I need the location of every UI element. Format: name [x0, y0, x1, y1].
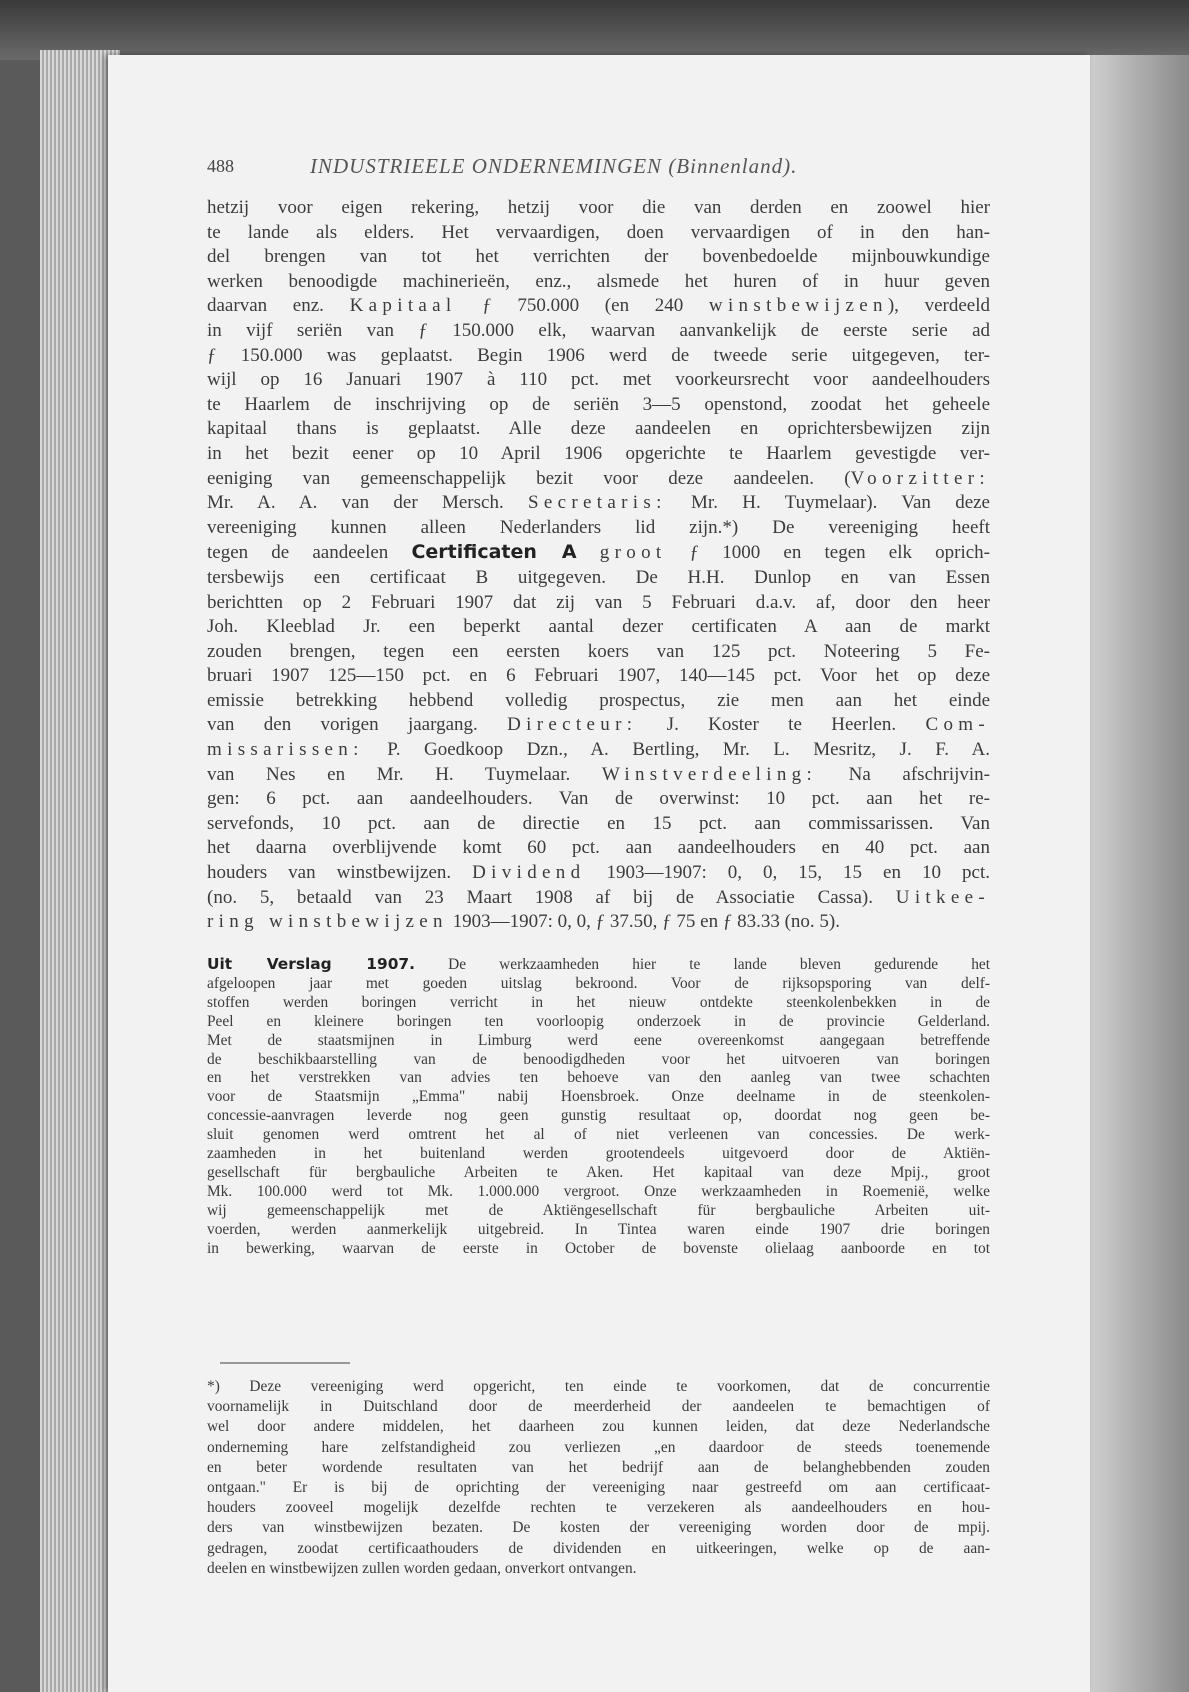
text-line — [207, 1013, 990, 1032]
text-segment — [577, 542, 600, 563]
spaced-term: winstbewijzen — [708, 295, 888, 317]
text-line — [207, 1559, 990, 1579]
text-segment: eeniging van gemeenschappelijk bezit voor deze aandeelen. ( — [207, 467, 851, 489]
text-segment: del brengen van tot het verrichten der bovenbedoelde mijnbouwkundige — [207, 246, 990, 268]
text-line — [207, 1088, 990, 1107]
text-line — [207, 294, 990, 319]
text-segment: concessie-aanvragen leverde nog geen gunstig resultaat op, doordat nog geen be- — [207, 1107, 990, 1125]
text-segment: Mr. H. Tuymelaar). Van deze — [666, 492, 990, 514]
bold-heading: Uit Verslag 1907. — [207, 955, 415, 973]
text-line — [207, 1164, 990, 1183]
text-segment: servefonds, 10 pct. aan de directie en 15 pct. aan commissarissen. Van — [207, 812, 990, 834]
text-segment: voornamelijk in Duitschland door de meerderheid der aandeelen te bemachtigen of — [207, 1398, 990, 1416]
text-line — [207, 344, 990, 369]
spaced-term: Dividend — [472, 862, 586, 884]
text-line — [207, 491, 990, 516]
text-line — [207, 442, 990, 467]
text-segment: emissie betrekking hebbend volledig prospectus, zie men aan het einde — [207, 689, 990, 711]
text-segment: sluit genomen werd omtrent het al of niet verleenen van concessies. De werk- — [207, 1126, 990, 1144]
text-segment: wij gemeenschappelijk met de Aktiëngesellschaft für bergbauliche Arbeiten uit- — [207, 1201, 990, 1219]
text-segment: ders van winstbewijzen bezaten. De kosten der vereeniging worden door de mpij. — [207, 1519, 990, 1537]
text-line — [207, 1518, 990, 1538]
text-segment: De werkzaamheden hier te lande bleven gedurende het — [414, 956, 991, 973]
text-line — [207, 319, 990, 344]
text-segment: in vijf seriën van ƒ 150.000 elk, waarvan aanvankelijk de eerste serie ad — [207, 319, 990, 341]
text-line — [207, 245, 990, 270]
bold-heading: Certificaten A — [411, 541, 577, 564]
text-segment: gen: 6 pct. aan aandeelhouders. Van de overwinst: 10 pct. aan het re- — [207, 788, 990, 810]
text-segment: voerden, werden aanmerkelijk uitgebreid. In Tintea waren einde 1907 drie boringen — [207, 1220, 990, 1238]
text-segment: P. Goedkoop Dzn., A. Bertling, Mr. L. Mesritz, J. F. A. — [363, 739, 990, 761]
text-line — [207, 221, 990, 246]
main-paragraph — [207, 196, 990, 935]
text-segment: (no. 5, betaald van 23 Maart 1908 af bij de Associatie Cassa). — [207, 886, 896, 908]
text-segment: bruari 1907 125—150 pct. en 6 Februari 1907, 140—145 pct. Voor het op deze — [207, 665, 990, 687]
text-segment: te lande als elders. Het vervaardigen, doen vervaardigen of in den han- — [207, 221, 990, 243]
text-segment: Mk. 100.000 werd tot Mk. 1.000.000 vergroot. Onze werkzaamheden in Roemenië, welke — [207, 1182, 990, 1200]
text-line — [207, 566, 990, 591]
text-line — [207, 368, 990, 393]
text-line — [207, 270, 990, 295]
text-line — [207, 417, 990, 442]
text-segment: deelen en winstbewijzen zullen worden gedaan, onverkort ontvangen. — [207, 1559, 637, 1577]
running-title: INDUSTRIEELE ONDERNEMINGEN (Binnenland). — [310, 154, 798, 178]
text-segment: stoffen werden boringen verricht in het nieuw ontdekte steenkolenbekken in de — [207, 993, 990, 1011]
text-line — [207, 1377, 990, 1397]
text-line — [207, 836, 990, 861]
text-segment: Joh. Kleeblad Jr. een beperkt aantal dezer certificaten A aan de markt — [207, 616, 990, 638]
text-segment: voor de Staatsmijn „Emma" nabij Hoensbroek. Onze deelname in de steenkolen- — [207, 1088, 990, 1106]
text-line — [207, 516, 990, 541]
text-segment: en het verstrekken van advies ten behoeve van den aanleg van twee schachten — [207, 1069, 990, 1087]
text-line — [207, 467, 990, 492]
spaced-term: Directeur: — [507, 714, 638, 736]
text-segment: onderneming hare zelfstandigheid zou verliezen „en daardoor de steeds toenemende — [207, 1438, 990, 1456]
text-line — [207, 615, 990, 640]
text-segment: Peel en kleinere boringen ten voorloopig onderzoek in de provincie Gelderland. — [207, 1012, 990, 1030]
text-line — [207, 1107, 990, 1126]
text-segment: vereeniging kunnen alleen Nederlanders lid zijn.*) De vereeniging heeft — [207, 516, 990, 538]
spaced-term: Secretaris: — [528, 492, 667, 514]
text-segment: tegen de aandeelen — [207, 542, 412, 564]
text-segment: ƒ 150.000 was geplaatst. Begin 1906 werd de tweede serie uitgegeven, ter- — [207, 344, 990, 366]
text-line — [207, 955, 990, 975]
text-segment: Mr. A. A. van der Mersch. — [207, 492, 529, 514]
text-segment: Met de staatsmijnen in Limburg werd eene overeenkomst aangegaan betreffende — [207, 1031, 990, 1049]
text-line — [207, 861, 990, 886]
text-line — [207, 1438, 990, 1458]
text-segment: 1903—1907: 0, 0, ƒ 37.50, ƒ 75 en ƒ 83.33 (no. 5). — [447, 911, 840, 933]
text-line — [207, 1069, 990, 1088]
text-line — [207, 1478, 990, 1498]
text-segment: werken benoodigde machinerieën, enz., alsmede het huren of in huur geven — [207, 270, 990, 292]
spaced-term: groot — [599, 542, 667, 564]
text-line — [207, 910, 990, 935]
text-line — [207, 1539, 990, 1559]
text-segment: ƒ 750.000 (en 240 — [456, 295, 709, 317]
text-segment: te Haarlem de inschrijving op de seriën 3—5 openstond, zoodat het geheele — [207, 393, 990, 415]
text-segment: gedragen, zoodat certificaathouders de dividenden en uitkeeringen, welke op de aan- — [207, 1539, 990, 1557]
text-line — [207, 994, 990, 1013]
text-segment: in het bezit eener op 10 April 1906 opgerichte te Haarlem gevestigde ver- — [207, 442, 990, 464]
text-segment: kapitaal thans is geplaatst. Alle deze aandeelen en oprichtersbewijzen zijn — [207, 418, 990, 440]
text-segment: ), verdeeld — [887, 295, 991, 317]
text-line — [207, 1032, 990, 1051]
text-segment: van den vorigen jaargang. — [207, 714, 508, 736]
text-segment: zouden brengen, tegen een eersten koers van 125 pct. Noteering 5 Fe- — [207, 640, 990, 662]
text-segment: hetzij voor eigen rekering, hetzij voor die van derden en zoowel hier — [207, 197, 990, 218]
scan-background — [0, 0, 1189, 60]
text-line — [207, 1417, 990, 1437]
text-line — [207, 689, 990, 714]
spaced-term: Voorzitter: — [850, 467, 990, 489]
text-line — [207, 664, 990, 689]
text-segment: en beter wordende resultaten van het bedrijf aan de belanghebbenden zouden — [207, 1458, 990, 1476]
spaced-term: Winstverdeeling: — [601, 763, 818, 785]
text-segment: daarvan enz. — [207, 295, 350, 317]
text-segment: ƒ 1000 en tegen elk oprich- — [666, 542, 991, 564]
text-line — [207, 738, 990, 763]
text-segment: houders van winstbewijzen. — [207, 862, 473, 884]
text-segment: van Nes en Mr. H. Tuymelaar. — [207, 763, 602, 785]
text-line — [207, 975, 990, 994]
text-line — [207, 886, 990, 911]
text-segment: wijl op 16 Januari 1907 à 110 pct. met voorkeursrecht voor aandeelhouders — [207, 369, 990, 391]
text-segment: Na afschrijvin- — [817, 763, 990, 785]
report-paragraph — [207, 955, 990, 1259]
text-segment: gesellschaft für bergbauliche Arbeiten te Aken. Het kapitaal van deze Mpij., groot — [207, 1163, 990, 1181]
text-line — [207, 787, 990, 812]
text-line — [207, 1051, 990, 1070]
text-segment: *) Deze vereeniging werd opgericht, ten einde te voorkomen, dat de concurrentie — [207, 1378, 990, 1395]
spaced-term: missarissen: — [207, 739, 364, 761]
text-segment: afgeloopen jaar met goeden uitslag bekroond. Voor de rijksopsporing van delf- — [207, 974, 990, 992]
text-line — [207, 1458, 990, 1478]
text-segment: houders zooveel mogelijk dezelfde rechten te verzekeren als aandeelhouders en hou- — [207, 1499, 990, 1517]
text-line — [207, 1240, 990, 1259]
text-line — [207, 591, 990, 616]
spaced-term: Com- — [925, 714, 991, 736]
text-segment: zaamheden in het buitenland werden grootendeels uitgevoerd door de Aktiën- — [207, 1145, 990, 1163]
text-line — [207, 1202, 990, 1221]
text-line — [207, 812, 990, 837]
text-line — [207, 540, 990, 566]
spaced-term: Uitkee- — [895, 886, 990, 908]
text-segment: 1903—1907: 0, 0, 15, 15 en 10 pct. — [585, 862, 990, 884]
text-line — [207, 1498, 990, 1518]
text-line — [207, 1397, 990, 1417]
text-line — [207, 763, 990, 788]
text-segment: de beschikbaarstelling van de benoodigdheden voor het uitvoeren van boringen — [207, 1050, 990, 1068]
text-line — [207, 640, 990, 665]
spaced-term: Kapitaal — [349, 295, 457, 317]
footnote-rule — [220, 1362, 350, 1364]
text-segment: berichtten op 2 Februari 1907 dat zij van 5 Februari d.a.v. af, door den heer — [207, 591, 990, 613]
text-line — [207, 1126, 990, 1145]
text-line — [207, 1221, 990, 1240]
text-line — [207, 713, 990, 738]
text-segment: tersbewijs een certificaat B uitgegeven. De H.H. Dunlop en van Essen — [207, 566, 990, 588]
text-line — [207, 1183, 990, 1202]
text-line — [207, 393, 990, 418]
footnote — [207, 1377, 990, 1579]
text-segment: ontgaan." Er is bij de oprichting der vereeniging naar gestreefd om aan certificaat- — [207, 1479, 990, 1497]
text-segment: J. Koster te Heerlen. — [637, 714, 926, 736]
text-line — [207, 196, 990, 221]
text-segment: in bewerking, waarvan de eerste in October de bovenste olielaag aanboorde en tot — [207, 1239, 990, 1257]
text-segment: het daarna overblijvende komt 60 pct. aan aandeelhouders en 40 pct. aan — [207, 837, 990, 859]
page-number: 488 — [207, 156, 234, 176]
book-right-edge — [1090, 55, 1189, 1692]
spaced-term: ring winstbewijzen — [207, 911, 448, 933]
text-segment: wel door andere middelen, het daarheen zou kunnen leiden, dat deze Nederlandsche — [207, 1418, 990, 1436]
text-line — [207, 1145, 990, 1164]
